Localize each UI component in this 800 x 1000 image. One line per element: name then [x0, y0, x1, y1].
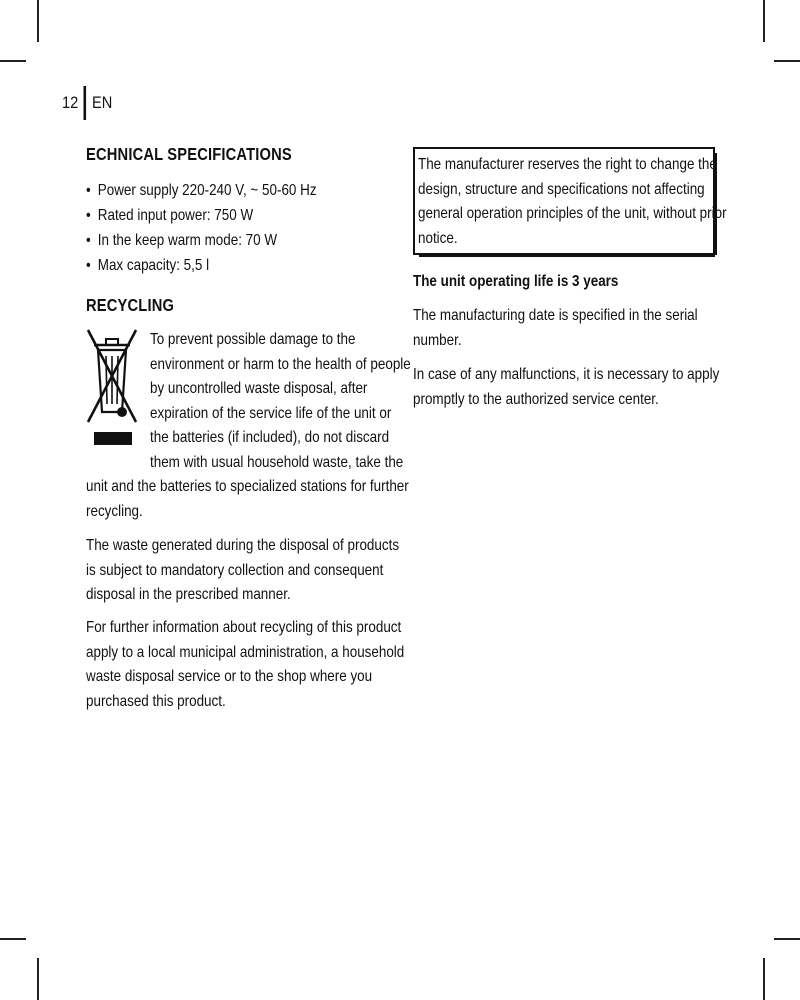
text-line: In case of any malfunctions, it is necessary to apply [413, 366, 720, 383]
list-item [86, 178, 317, 203]
malfunction-paragraph [413, 363, 719, 412]
bullet: • [86, 182, 91, 199]
crossed-out-wheelie-bin-icon [86, 328, 138, 448]
crop-mark [0, 60, 26, 62]
text-line: recycling. [86, 502, 143, 520]
recycling-paragraph-continued [86, 475, 409, 524]
spec-rated-power: Rated input power: 750 W [97, 207, 254, 224]
text-line: by uncontrolled waste disposal, after [150, 380, 368, 397]
crop-mark [0, 938, 26, 940]
manufacturing-date-paragraph [413, 304, 698, 353]
text-line: purchased this product. [86, 692, 226, 710]
text-line: To prevent possible damage to the [150, 331, 356, 348]
page-header [62, 86, 112, 120]
operating-life-heading: The unit operating life is 3 years [413, 273, 619, 290]
manufacturer-notice-text [418, 153, 727, 251]
text-line: The waste generated during the disposal of products [86, 537, 400, 554]
text-line: number. [413, 331, 462, 349]
text-line: waste disposal service or to the shop where you [86, 668, 373, 685]
waste-collection-paragraph [86, 534, 399, 608]
text-line: them with usual household waste, take the [150, 453, 404, 471]
text-line: general operation principles of the unit, without prior [418, 205, 727, 222]
specifications-list [86, 178, 317, 278]
further-information-paragraph [86, 616, 404, 714]
recycling-paragraph-wrapped [150, 328, 411, 475]
bullet: • [86, 232, 91, 249]
header-divider [83, 86, 86, 120]
crop-mark [774, 60, 800, 62]
crop-mark [37, 0, 39, 42]
text-line: notice. [418, 229, 458, 247]
recycling-title: RECYCLING [86, 295, 175, 315]
text-line: expiration of the service life of the unit or [150, 404, 392, 422]
technical-specifications-title: ECHNICAL SPECIFICATIONS [86, 144, 292, 164]
box-shadow [419, 254, 715, 257]
text-line: For further information about recycling of this product [86, 619, 402, 636]
list-item [86, 253, 317, 278]
text-line: disposal in the prescribed manner. [86, 586, 291, 603]
list-item [86, 228, 317, 253]
text-line: The manufacturer reserves the right to change the [418, 156, 717, 173]
text-line: apply to a local municipal administration, a household [86, 643, 405, 661]
text-line: unit and the batteries to specialized stations for further [86, 478, 409, 495]
text-line: environment or harm to the health of people [150, 355, 411, 373]
text-line: is subject to mandatory collection and consequent [86, 561, 384, 579]
text-line: the batteries (if included), do not discard [150, 429, 390, 446]
crop-mark [763, 958, 765, 1000]
text-line: design, structure and specifications not affecting [418, 180, 705, 198]
crop-mark [763, 0, 765, 42]
page-number: 12 [62, 93, 79, 112]
spec-power-supply: Power supply 220-240 V, ~ 50-60 Hz [97, 182, 317, 199]
crop-mark [774, 938, 800, 940]
bullet: • [86, 207, 91, 224]
bullet: • [86, 257, 91, 274]
crop-mark [37, 958, 39, 1000]
spec-keep-warm: In the keep warm mode: 70 W [97, 232, 278, 249]
list-item [86, 203, 317, 228]
text-line: promptly to the authorized service center. [413, 390, 659, 408]
text-line: The manufacturing date is specified in the serial [413, 307, 698, 324]
spec-max-capacity: Max capacity: 5,5 l [97, 257, 210, 274]
language-code: EN [92, 93, 113, 112]
